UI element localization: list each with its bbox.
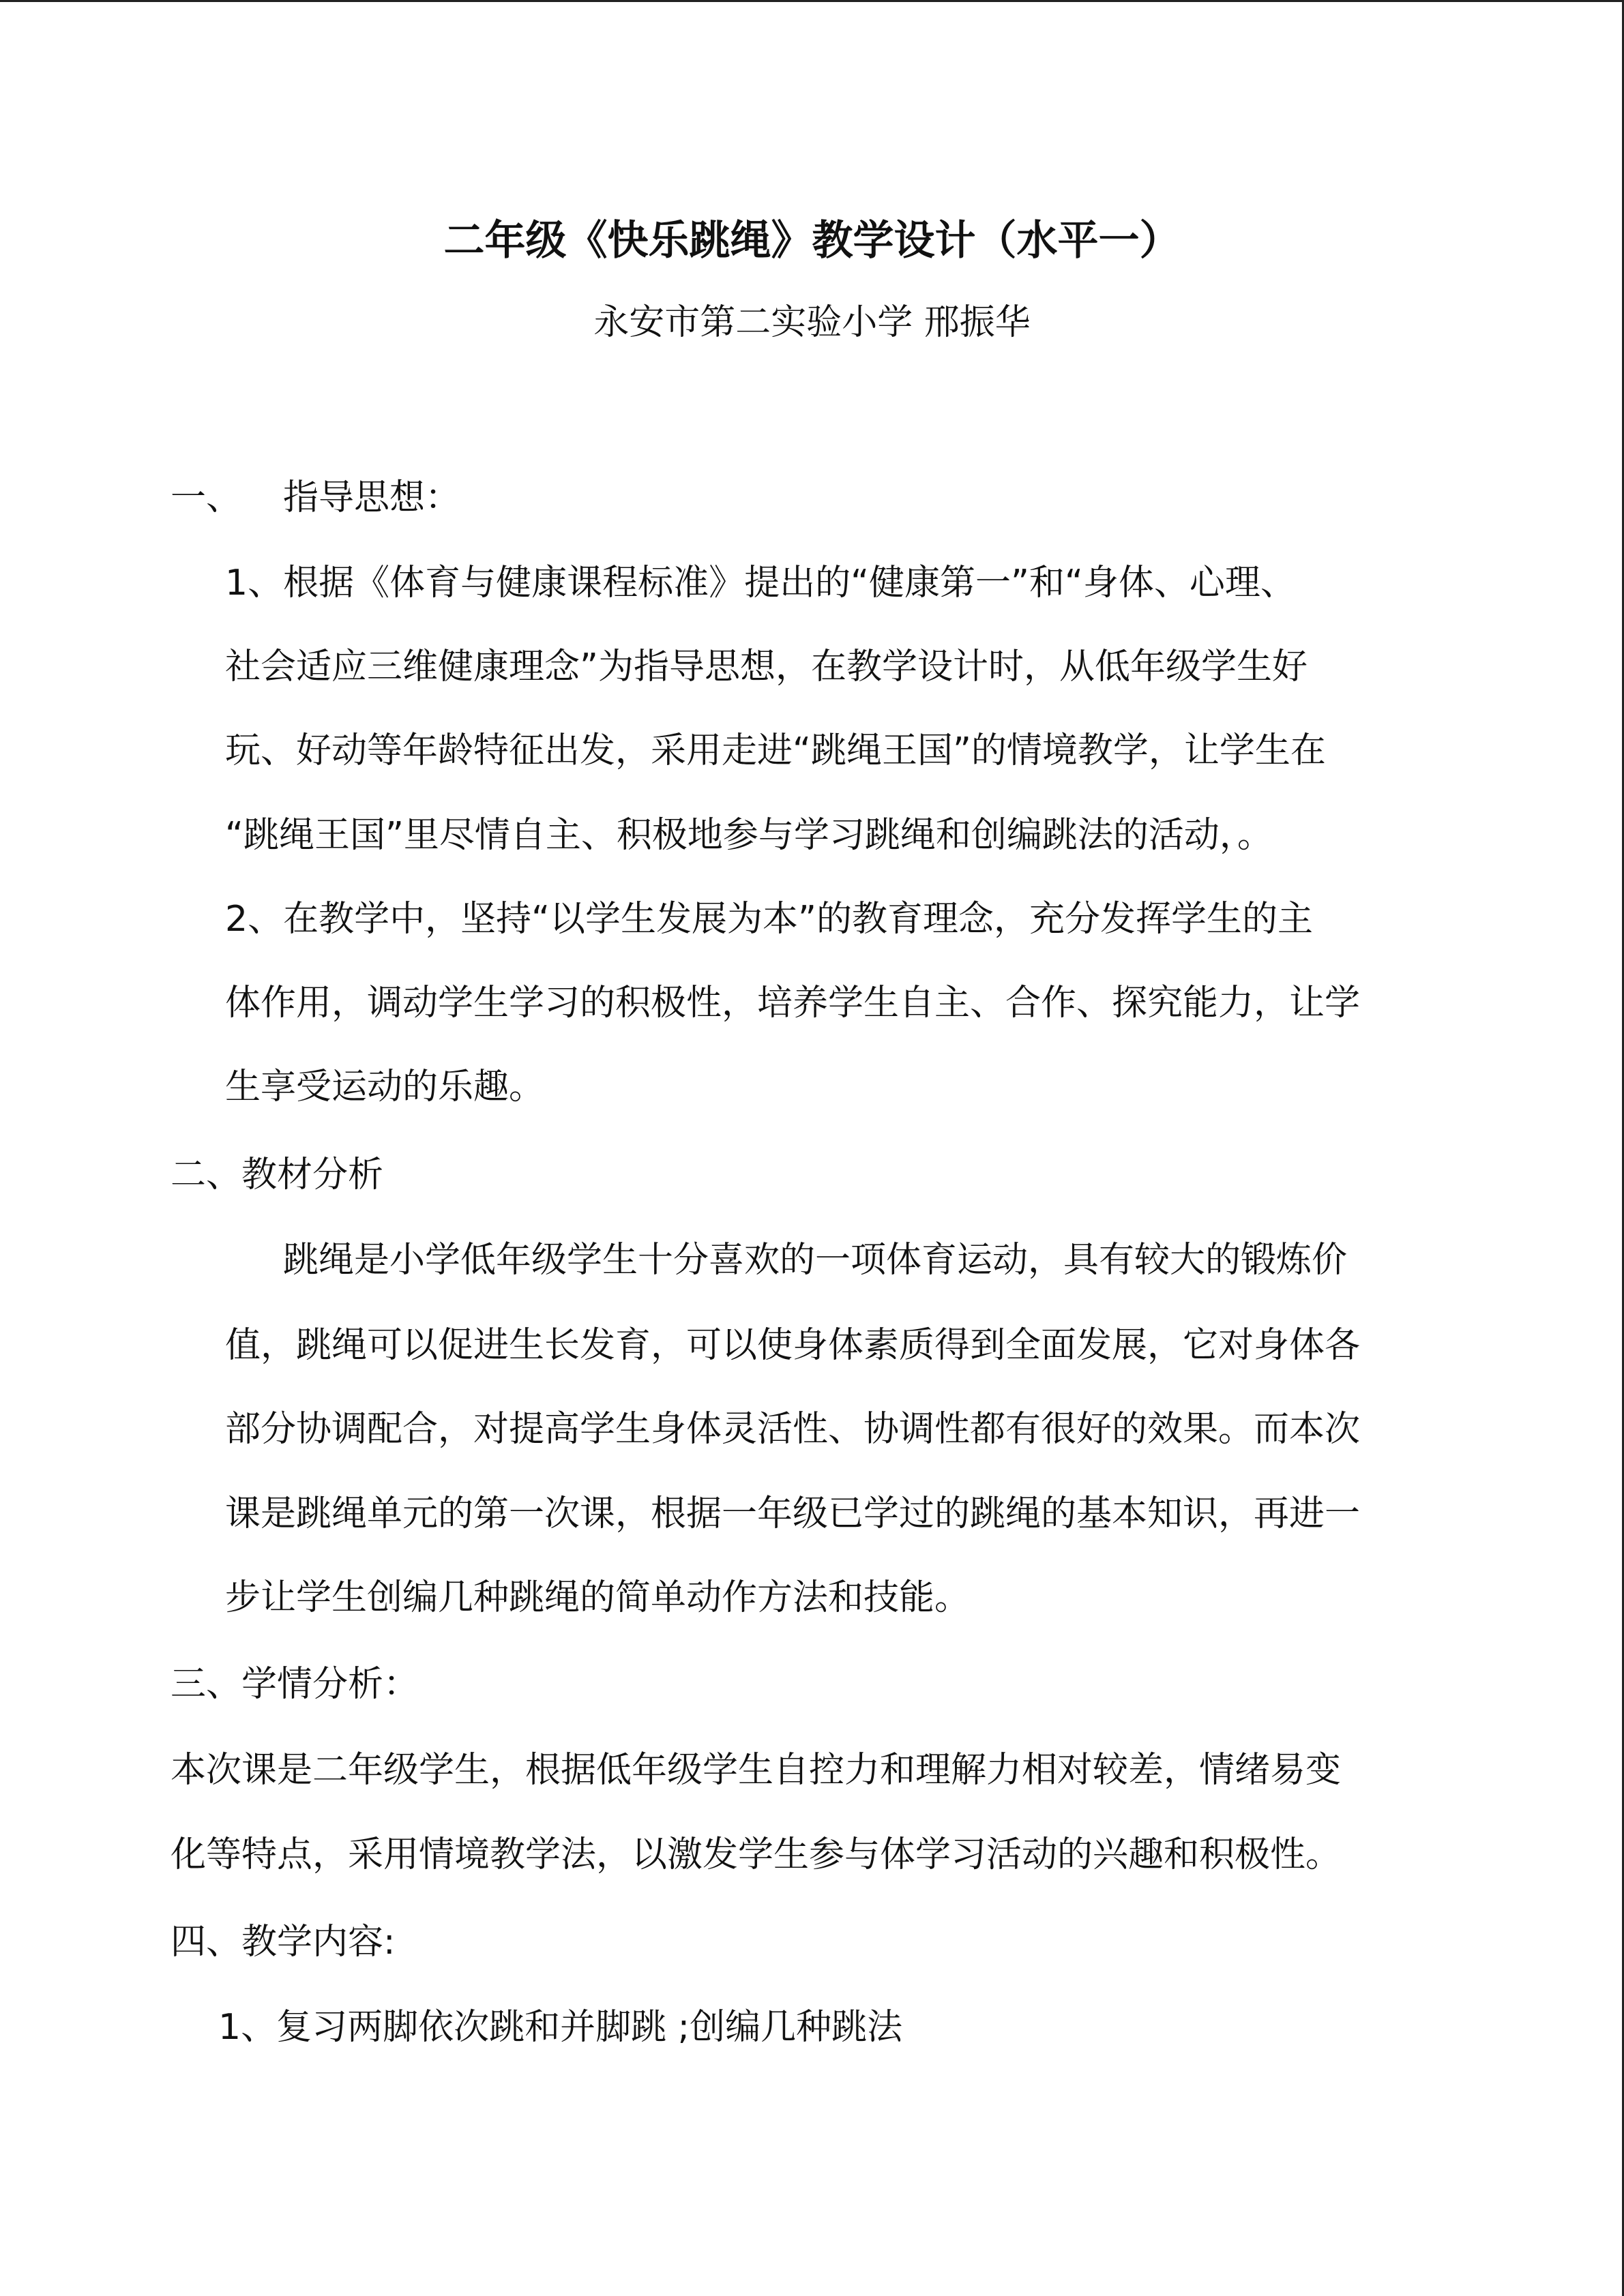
paragraph-line: “跳绳王国”里尽情自主、积极地参与学习跳绳和创编跳法的活动，。 bbox=[225, 815, 1273, 856]
section-4-heading: 四、教学内容: bbox=[171, 1922, 396, 1963]
section-1-heading: 指导思想： bbox=[283, 477, 461, 518]
paragraph-line: 步让学生创编几种跳绳的简单动作方法和技能。 bbox=[225, 1577, 971, 1618]
paragraph-line: 部分协调配合，对提高学生身体灵活性、协调性都有很好的效果。而本次 bbox=[225, 1409, 1361, 1450]
paragraph-line: 课是跳绳单元的第一次课，根据一年级已学过的跳绳的基本知识，再进一 bbox=[225, 1493, 1361, 1534]
paragraph-line: 1、根据《体育与健康课程标准》提出的“健康第一”和“身体、心理、 bbox=[225, 563, 1296, 603]
paragraph-line: 玩、好动等年龄特征出发，采用走进“跳绳王国”的情境教学，让学生在 bbox=[225, 730, 1326, 771]
paragraph-line: 体作用，调动学生学习的积极性，培养学生自主、合作、探究能力，让学 bbox=[225, 983, 1361, 1024]
paragraph-line: 1、复习两脚依次跳和并脚跳 ;创编几种跳法 bbox=[218, 2007, 903, 2048]
section-1-number: 一、 bbox=[171, 477, 242, 518]
section-2-heading: 二、教材分析 bbox=[171, 1154, 384, 1195]
paragraph-line: 值，跳绳可以促进生长发育，可以使身体素质得到全面发展，它对身体各 bbox=[225, 1325, 1361, 1366]
document-title: 二年级《快乐跳绳》教学设计（水平一） bbox=[443, 217, 1181, 265]
paragraph-line: 社会适应三维健康理念”为指导思想，在教学设计时，从低年级学生好 bbox=[225, 646, 1308, 687]
section-1-heading-row bbox=[171, 474, 460, 522]
section-3-heading: 三、学情分析： bbox=[171, 1664, 419, 1705]
document-author: 永安市第二实验小学 邢振华 bbox=[593, 302, 1031, 343]
paragraph-line: 跳绳是小学低年级学生十分喜欢的一项体育运动，具有较大的锻炼价 bbox=[283, 1240, 1348, 1281]
paragraph-line: 生享受运动的乐趣。 bbox=[225, 1067, 545, 1107]
paragraph-line: 化等特点，采用情境教学法，以激发学生参与体学习活动的兴趣和积极性。 bbox=[171, 1834, 1342, 1875]
paragraph-line: 本次课是二年级学生，根据低年级学生自控力和理解力相对较差，情绪易变 bbox=[171, 1750, 1342, 1791]
paragraph-line: 2、在教学中，坚持“以学生发展为本”的教育理念，充分发挥学生的主 bbox=[225, 899, 1313, 940]
